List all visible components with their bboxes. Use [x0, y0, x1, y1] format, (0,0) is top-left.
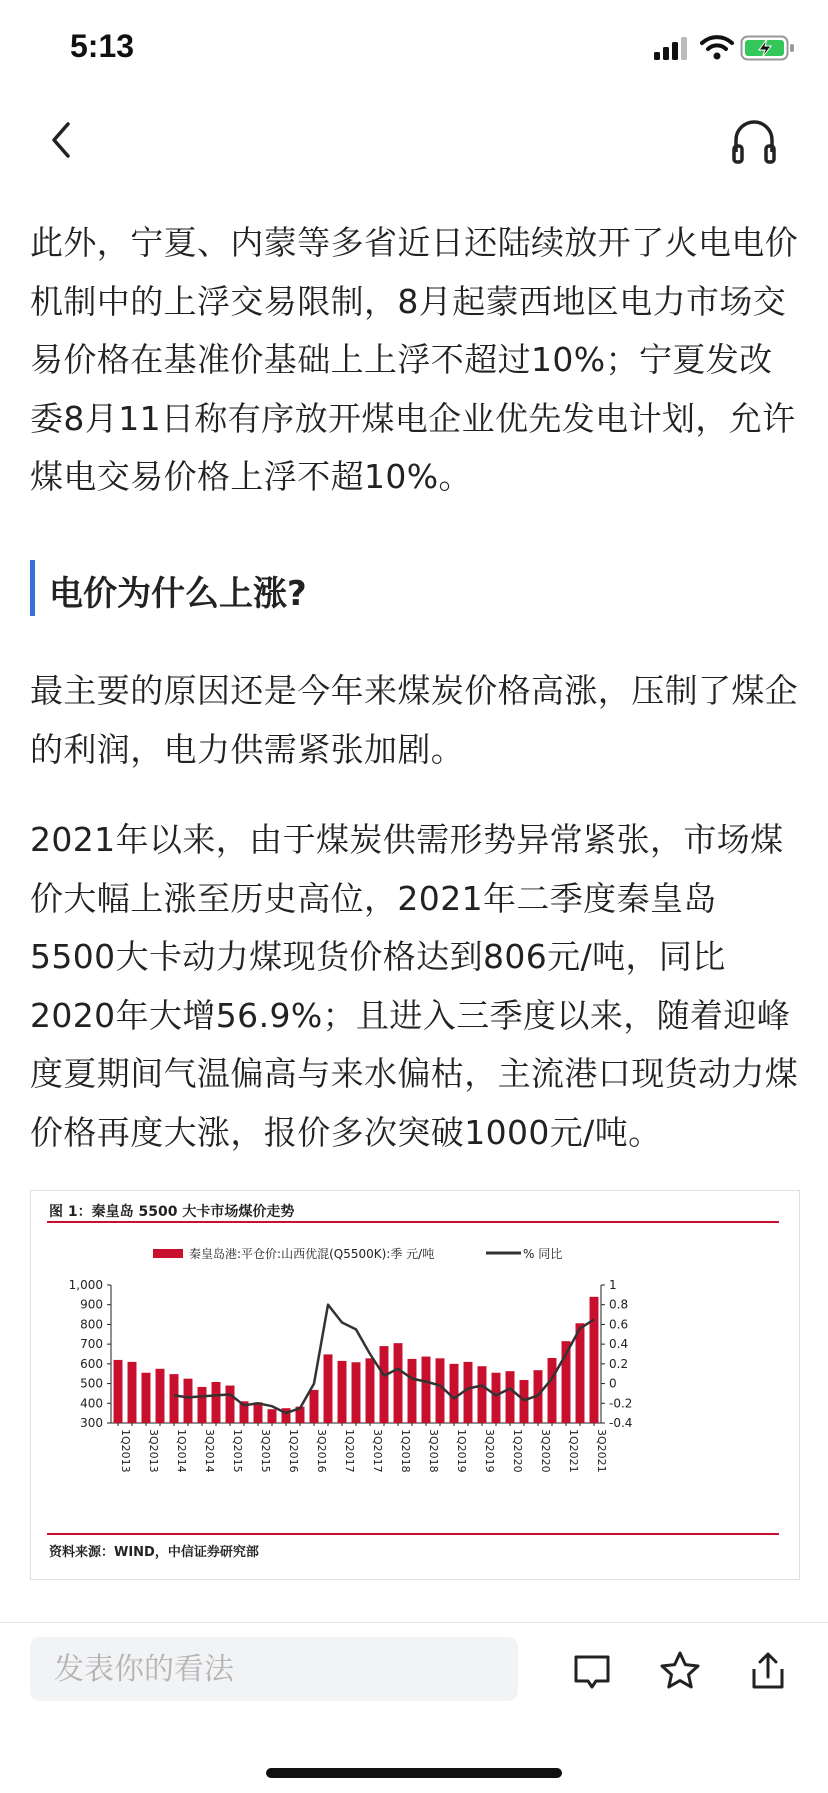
- x-tick-label: 1Q2014: [175, 1429, 188, 1473]
- y-tick-label-right: -0.2: [609, 1396, 633, 1411]
- bar: [212, 1382, 221, 1423]
- x-tick-label: 3Q2013: [147, 1429, 160, 1473]
- bar: [338, 1361, 347, 1423]
- bar: [156, 1369, 165, 1423]
- bar: [254, 1402, 263, 1423]
- y-tick-label-right: 1: [609, 1278, 617, 1292]
- bar: [128, 1362, 137, 1423]
- comment-icon[interactable]: [568, 1647, 616, 1695]
- battery-charging-icon: [740, 34, 796, 62]
- figure-title: 图 1：秦皇岛 5500 大卡市场煤价走势: [49, 1204, 295, 1220]
- bar: [492, 1373, 501, 1423]
- bar: [478, 1366, 487, 1423]
- status-time: 5:13: [70, 28, 135, 64]
- legend-swatch-bar: [153, 1249, 183, 1258]
- wifi-icon: [700, 34, 734, 60]
- y-tick-label-left: 300: [80, 1416, 103, 1430]
- x-tick-label: 3Q2018: [427, 1429, 440, 1473]
- bar: [324, 1354, 333, 1423]
- bar: [352, 1362, 361, 1423]
- back-icon[interactable]: [40, 114, 84, 166]
- y-tick-label-left: 900: [80, 1297, 103, 1312]
- bar: [268, 1409, 277, 1423]
- legend-label: % 同比: [523, 1247, 563, 1261]
- figure-divider: [47, 1533, 779, 1535]
- bar: [170, 1374, 179, 1423]
- coal-price-chart: [31, 1227, 799, 1529]
- headphones-icon[interactable]: [728, 112, 780, 168]
- section-heading: [30, 560, 807, 616]
- x-tick-label: 3Q2021: [595, 1429, 608, 1473]
- y-tick-label-left: 500: [80, 1376, 103, 1391]
- bar: [226, 1386, 235, 1423]
- x-tick-label: 1Q2016: [287, 1429, 300, 1473]
- bar: [184, 1379, 193, 1423]
- x-tick-label: 3Q2017: [371, 1429, 384, 1473]
- x-tick-label: 1Q2020: [511, 1429, 524, 1473]
- article-paragraph: 2021年以来，由于煤炭供需形势异常紧张，市场煤价大幅上涨至历史高位，2021年二季度秦皇岛5500大卡动力煤现货价格达到806元/吨，同比2020年大增56.9%；且进入三季度以来，随着迎峰度夏期间气温偏高与来水偏枯，主流港口现货动力煤价格再度大涨，报价多次突破1000元/吨。: [30, 820, 799, 1152]
- x-tick-label: 3Q2014: [203, 1429, 216, 1473]
- x-tick-label: 1Q2017: [343, 1429, 356, 1473]
- y-tick-label-left: 1,000: [68, 1278, 103, 1292]
- bar: [408, 1359, 417, 1423]
- x-tick-label: 1Q2015: [231, 1429, 244, 1473]
- x-tick-label: 1Q2018: [399, 1429, 412, 1473]
- bar: [450, 1364, 459, 1423]
- y-tick-label-right: -0.4: [609, 1416, 633, 1430]
- chart-figure[interactable]: [30, 1190, 800, 1580]
- bar: [198, 1387, 207, 1423]
- figure-source: 资料来源：WIND，中信证券研究部: [49, 1545, 259, 1560]
- cellular-signal-icon: [652, 36, 692, 60]
- y-tick-label-right: 0.4: [609, 1337, 629, 1352]
- x-tick-label: 1Q2019: [455, 1429, 468, 1473]
- y-tick-label-right: 0: [609, 1376, 617, 1391]
- y-tick-label-left: 600: [80, 1356, 103, 1371]
- bar: [464, 1362, 473, 1423]
- bar: [380, 1346, 389, 1423]
- bar: [310, 1390, 319, 1423]
- x-tick-label: 1Q2021: [567, 1429, 580, 1473]
- y-tick-label-left: 400: [80, 1396, 103, 1411]
- bar: [590, 1297, 599, 1423]
- y-tick-label-right: 0.2: [609, 1356, 629, 1371]
- bar: [366, 1358, 375, 1423]
- x-tick-label: 3Q2016: [315, 1429, 328, 1473]
- bar: [142, 1373, 151, 1423]
- y-tick-label-right: 0.6: [609, 1317, 629, 1332]
- bar: [436, 1358, 445, 1423]
- x-tick-label: 1Q2013: [119, 1429, 132, 1473]
- y-tick-label-left: 700: [80, 1337, 103, 1352]
- bar: [394, 1343, 403, 1423]
- x-tick-label: 3Q2015: [259, 1429, 272, 1473]
- bar: [422, 1357, 431, 1423]
- article-paragraph: 此外，宁夏、内蒙等多省近日还陆续放开了火电电价机制中的上浮交易限制，8月起蒙西地区电力市场交易价格在基准价基础上上浮不超过10%；宁夏发改委8月11日称有序放开煤电企业优先发电计划，允许煤电交易价格上浮不超10%。: [30, 223, 799, 496]
- bar: [576, 1323, 585, 1423]
- x-tick-label: 3Q2019: [483, 1429, 496, 1473]
- status-bar: [0, 0, 828, 100]
- bar: [548, 1358, 557, 1423]
- y-tick-label-left: 800: [80, 1317, 103, 1332]
- figure-divider: [47, 1221, 779, 1223]
- x-tick-label: 3Q2020: [539, 1429, 552, 1473]
- article-paragraph: 最主要的原因还是今年来煤炭价格高涨，压制了煤企的利润，电力供需紧张加剧。: [30, 671, 799, 769]
- star-icon[interactable]: [656, 1647, 704, 1695]
- legend-label: 秦皇岛港:平仓价:山西优混(Q5500K):季 元/吨: [189, 1247, 435, 1261]
- bar: [114, 1360, 123, 1423]
- bar: [506, 1371, 515, 1423]
- section-heading-text: 电价为什么上涨?: [49, 574, 307, 614]
- y-tick-label-right: 0.8: [609, 1297, 629, 1312]
- home-indicator[interactable]: [266, 1768, 562, 1778]
- share-icon[interactable]: [744, 1647, 792, 1695]
- comment-input[interactable]: [30, 1637, 518, 1701]
